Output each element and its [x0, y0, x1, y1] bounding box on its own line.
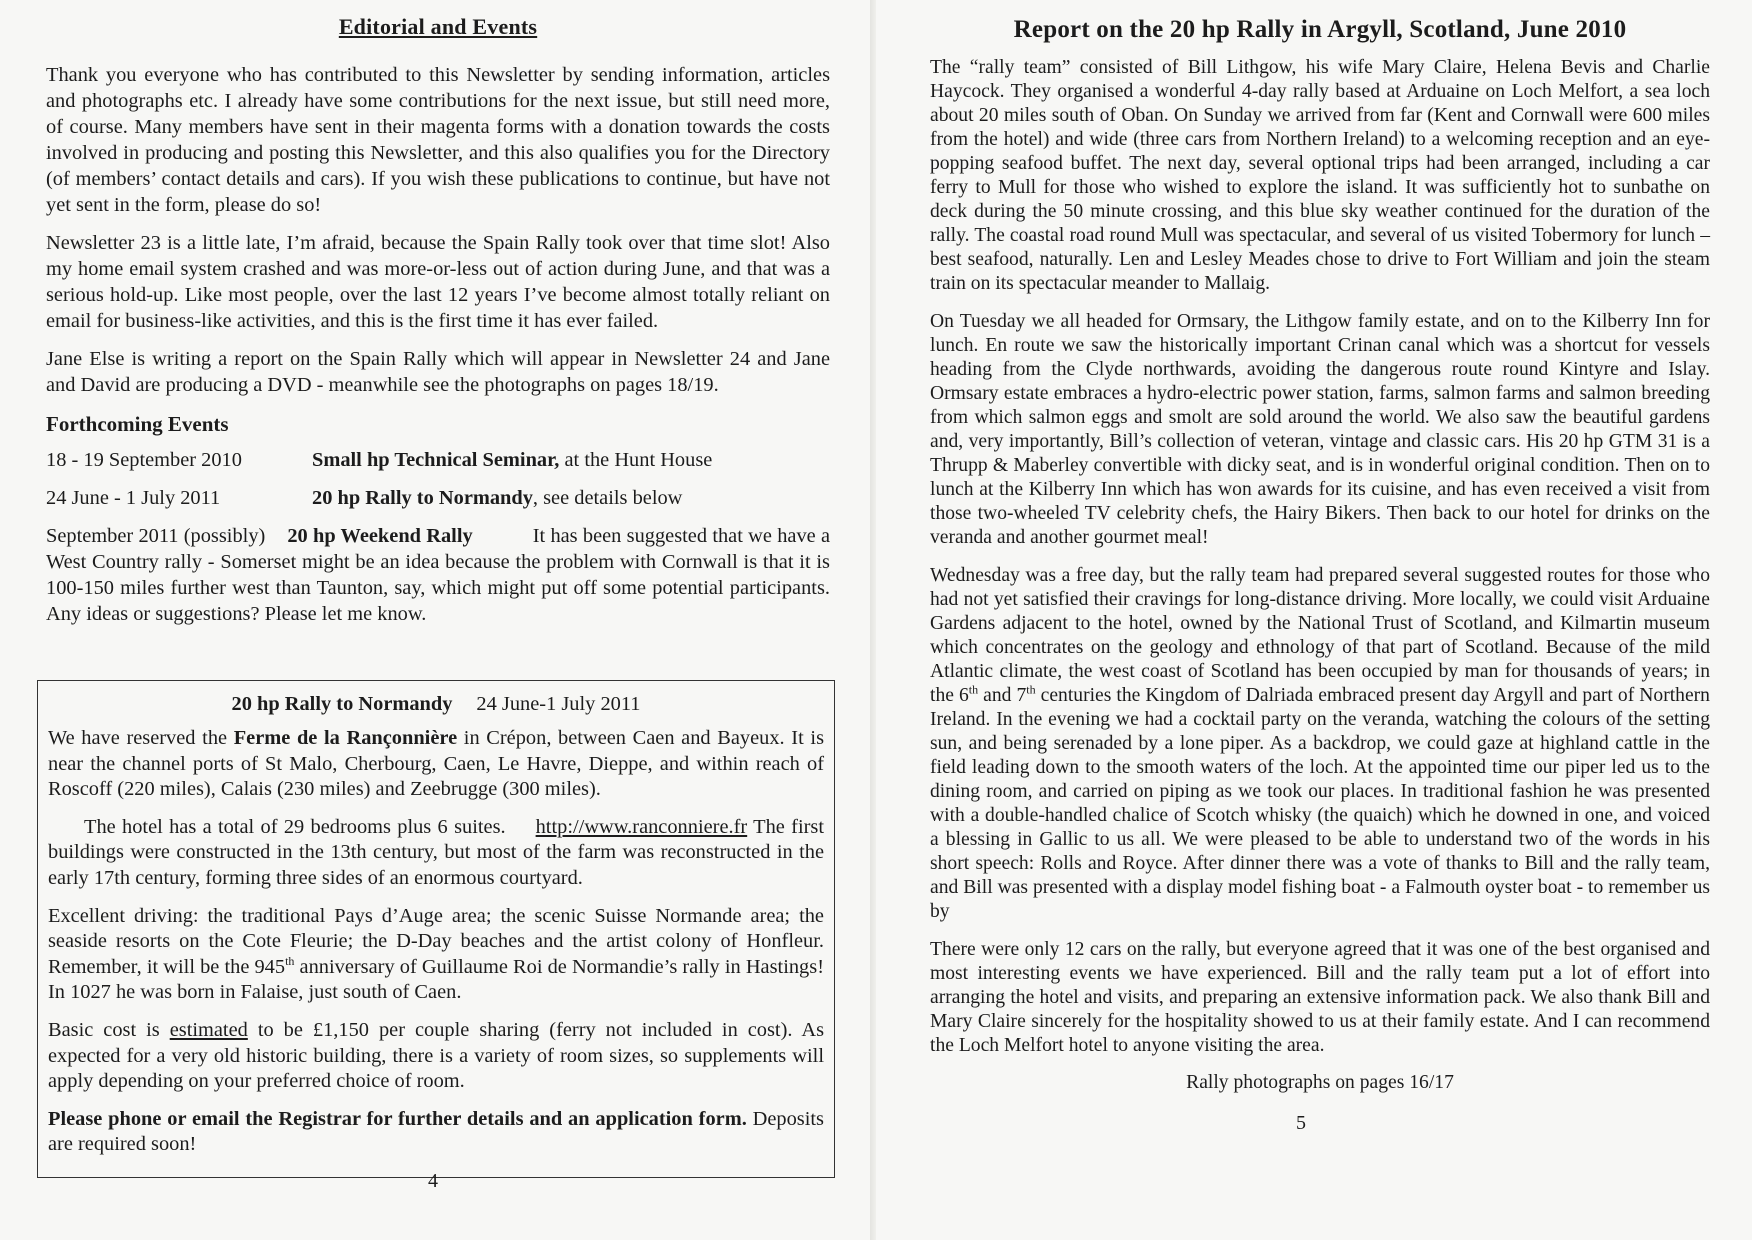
- box-paragraph: [48, 1018, 824, 1095]
- hotel-website-link[interactable]: http://www.ranconniere.fr: [535, 815, 748, 838]
- photos-note: Rally photographs on pages 16/17: [1186, 1072, 1454, 1093]
- ordinal-suffix: th: [968, 682, 979, 697]
- report-title: Report on the 20 hp Rally in Argyll, Scotland, June 2010: [1013, 16, 1627, 43]
- report-column: [930, 16, 1710, 1094]
- underlined-word: estimated: [169, 1018, 248, 1041]
- text-run: centuries the Kingdom of Dalriada embraced present day Argyll and part of Northern Ireland. In the evening we had a cocktail party on the veranda, watching the colours of the setting sun, and being serenaded by a lone piper. As a backdrop, we could gaze at highland cattle in the field leading down to the smooth waters of the loch. At the appointed time our piper led us to the dining room, and carried on piping as we took our places. In traditional fashion he was presented with a double-handled chalice of Scotch whisky (the quaich) which he downed in one, and voiced a blessing in Gallic to us all. We were pleased to be able to understand two of the words in his short speech: Rolls and Royce. After dinner there was a vote of thanks to Bill and the rally team, and Bill was presented with a display model fishing boat - a Falmouth oyster boat - to remember us by: [930, 685, 1710, 922]
- text-run: Excellent driving: the traditional Pays d’Auge area; the scenic Suisse Normande area; the seaside resorts on the Cote Fleurie; the D-Day beaches and the artist colony of Honfleur. Remember, it will be the 945: [48, 904, 824, 978]
- event-date: 18 - 19 September 2010: [46, 449, 242, 471]
- text-run: Wednesday was a free day, but the rally team had prepared several suggested routes for those who had not yet satisfied their cravings for long-distance driving. More locally, we could visit Arduaine Gardens adjacent to the hotel, owned by the National Trust of Scotland, and Kilmartin museum which concentrates on the geology and ethnology of that part of Scotland. Because of the mild Atlantic climate, the west coast of Scotland has been occupied by man for thousands of years; in the 6: [930, 565, 1710, 706]
- right-page: [876, 0, 1752, 1240]
- text-run: anniversary of Guillaume Roi de Normandie’s rally in Hastings! In 1027 he was born in Falaise, just south of Caen.: [48, 955, 824, 1004]
- editorial-paragraph: Thank you everyone who has contributed to this Newsletter by sending information, articles and photographs etc. I already have some contributions for the next issue, but still need more, of course. Many members have sent in their magenta forms with a donation towards the costs involved in producing and posting this Newsletter, and this also qualifies you for the Directory (of members’ contact details and cars). If you wish these publications to continue, but have not yet sent in the form, please do so!: [46, 64, 830, 216]
- event-title: 20 hp Rally to Normandy: [312, 487, 533, 509]
- report-paragraph: [930, 564, 1710, 924]
- ordinal-suffix: th: [285, 953, 295, 968]
- september-event: [46, 523, 830, 627]
- normandy-rally-box: [37, 680, 835, 1178]
- event-row: [46, 447, 830, 473]
- left-page: [0, 0, 870, 1240]
- text-run: The first buildings were constructed in the 13th century, but most of the farm was reconstructed in the early 17th century, forming three sides of an enormous courtyard.: [48, 815, 824, 889]
- event-date: 24 June - 1 July 2011: [46, 487, 221, 509]
- event-description: [312, 447, 712, 473]
- box-paragraph: [48, 815, 824, 892]
- editorial-paragraph: Jane Else is writing a report on the Spain Rally which will appear in Newsletter 24 and Jane and David are producing a DVD - meanwhile see the photographs on pages 18/19.: [46, 348, 830, 396]
- editorial-column: [46, 14, 830, 627]
- call-to-action: Please phone or email the Registrar for further details and an application form.: [48, 1107, 747, 1130]
- ordinal-suffix: th: [1026, 682, 1036, 697]
- event-title: 20 hp Weekend Rally: [287, 525, 473, 547]
- page-number: 5: [1296, 1112, 1306, 1134]
- hotel-name: Ferme de la Rançonnière: [233, 727, 458, 749]
- event-detail: , see details below: [532, 487, 683, 509]
- text-run: We have reserved the: [48, 727, 234, 749]
- events-heading: Forthcoming Events: [46, 412, 229, 436]
- report-paragraph: On Tuesday we all headed for Ormsary, the Lithgow family estate, and on to the Kilberry Inn for lunch. En route we saw the historically important Crinan canal which was a shortcut for vessels heading from the Clyde northwards, avoiding the dangerous route round Kintyre and Islay. Ormsary estate embraces a hydro-electric power station, farms, salmon farms and salmon breeding from which salmon eggs and smolt are sold around the world. We also saw the beautiful gardens and, very importantly, Bill’s collection of veteran, vintage and classic cars. His 20 hp GTM 31 is a Thrupp & Maberley convertible with dicky seat, and is in wonderful original condition. Then on to lunch at the Kilberry Inn which has won awards for its cuisine, and has even received a visit from those two-wheeled TV celebrity chefs, the Hairy Bikers. Then back to our hotel for drinks on the veranda and another gourmet meal!: [930, 311, 1710, 548]
- event-title: Small hp Technical Seminar,: [312, 449, 560, 471]
- text-run: Deposits are required soon!: [48, 1107, 824, 1156]
- event-detail: at the Hunt House: [559, 449, 713, 471]
- text-run: Basic cost is: [48, 1018, 170, 1041]
- box-paragraph: [48, 1107, 824, 1158]
- report-paragraph: There were only 12 cars on the rally, but everyone agreed that it was one of the best organised and most interesting events we have experienced. Bill and the rally team put a lot of effort into arranging the hotel and visits, and preparing an extensive information pack. We also thank Bill and Mary Claire sincerely for the hospitality showed to us at their family estate. And I can recommend the Loch Melfort hotel to anyone visiting the area.: [930, 939, 1710, 1056]
- page-number: 4: [428, 1170, 438, 1192]
- event-detail: It has been suggested that we have a West Country rally - Somerset might be an idea because the problem with Cornwall is that it is 100-150 miles further west than Taunton, say, which might put off some potential participants. Any ideas or suggestions? Please let me know.: [46, 525, 831, 625]
- event-row: [46, 485, 830, 511]
- box-paragraph: [48, 904, 824, 1006]
- box-dates: 24 June-1 July 2011: [476, 693, 641, 715]
- box-title: [48, 693, 824, 716]
- report-paragraph: The “rally team” consisted of Bill Lithgow, his wife Mary Claire, Helena Bevis and Charlie Haycock. They organised a wonderful 4-day rally based at Arduaine on Loch Melfort, a sea loch about 20 miles south of Oban. On Sunday we arrived from far (Kent and Cornwall were 600 miles from the hotel) and wide (three cars from Northern Ireland) to a welcoming reception and an eye-popping seafood buffet. The next day, several optional trips had been arranged, including a car ferry to Mull for those who wished to explore the island. It was sufficiently hot to sunbathe on deck during the 50 minute crossing, and this blue sky weather continued for the duration of the rally. The coastal road round Mull was spectacular, and several of us visited Tobermory for lunch – best seafood, naturally. Len and Lesley Meades chose to drive to Fort William and join the steam train on its spectacular meander to Mallaig.: [930, 57, 1710, 294]
- text-run: in Crépon, between Caen and Bayeux. It is near the channel ports of St Malo, Cherbourg, Caen, Le Havre, Dieppe, and within reach of Roscoff (220 miles), Calais (230 miles) and Zeebrugge (300 miles).: [48, 727, 825, 801]
- text-run: The hotel has a total of 29 bedrooms plus 6 suites.: [84, 815, 506, 838]
- event-description: [312, 485, 682, 511]
- event-date: September 2011 (possibly): [46, 525, 266, 547]
- box-paragraph: [48, 726, 824, 803]
- editorial-title: Editorial and Events: [338, 14, 538, 39]
- editorial-paragraph: Newsletter 23 is a little late, I’m afraid, because the Spain Rally took over that time slot! Also my home email system crashed and was more-or-less out of action during June, and that was a serious hold-up. Like most people, over the last 12 years I’ve become almost totally reliant on email for business-like activities, and this is the first time it has ever failed.: [46, 232, 830, 332]
- text-run: to be £1,150 per couple sharing (ferry not included in cost). As expected for a very old historic building, there is a variety of room sizes, so supplements will apply depending on your preferred choice of room.: [48, 1018, 825, 1093]
- text-run: and 7: [978, 685, 1027, 706]
- box-title-text: 20 hp Rally to Normandy: [231, 693, 453, 715]
